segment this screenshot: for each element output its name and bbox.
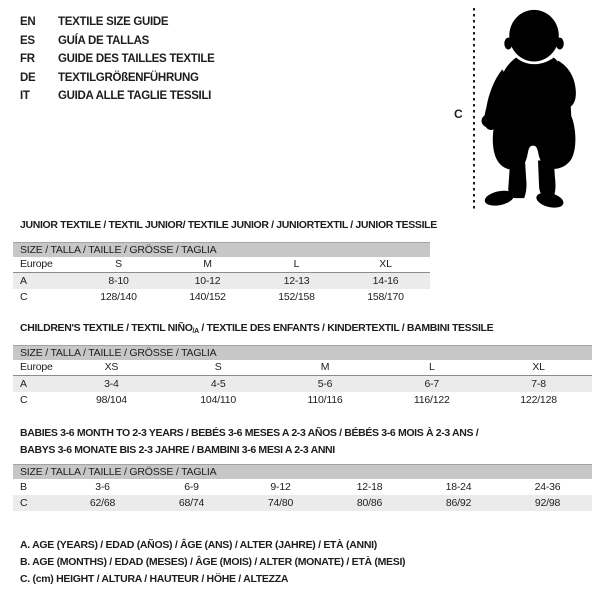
baby-silhouette-image [478, 2, 598, 215]
height-measure-label: C [454, 107, 463, 121]
table-cell: S [115, 258, 122, 270]
row-label: Europe [20, 361, 53, 373]
children-title-prefix: CHILDREN'S TEXTILE / TEXTIL NIÑO [20, 322, 193, 334]
size-header-bar: SIZE / TALLA / TAILLE / GRÖSSE / TAGLIA [13, 345, 592, 360]
table-cell: 3-4 [104, 378, 119, 390]
table-cell: 128/140 [100, 291, 137, 303]
table-cell: 24-36 [534, 481, 561, 493]
table-row-months [13, 479, 592, 495]
row-label: A [20, 378, 27, 390]
row-label: A [20, 275, 27, 287]
table-row-europe [13, 257, 430, 273]
table-cell: XL [532, 361, 545, 373]
table-row-height [13, 289, 430, 305]
babies-table-title [20, 425, 478, 459]
size-header-bar: SIZE / TALLA / TAILLE / GRÖSSE / TAGLIA [13, 242, 430, 257]
table-cell: 3-6 [95, 481, 110, 493]
table-cell: 10-12 [194, 275, 221, 287]
table-row-age [13, 376, 592, 392]
language-code: FR [20, 53, 35, 66]
table-cell: 86/92 [445, 497, 472, 509]
table-cell: XL [379, 258, 392, 270]
table-row-height [13, 392, 592, 408]
table-cell: 68/74 [178, 497, 205, 509]
dotted-measure-line [473, 8, 475, 210]
junior-table-title: JUNIOR TEXTILE / TEXTIL JUNIOR/ TEXTILE JUNIOR / JUNIORTEXTIL / JUNIOR TESSILE [20, 219, 437, 231]
children-title-suffix: / TEXTILE DES ENFANTS / KINDERTEXTIL / BAMBINI TESSILE [198, 322, 494, 334]
language-code: DE [20, 71, 36, 84]
babies-title-line1: BABIES 3-6 MONTH TO 2-3 YEARS / BEBÉS 3-6 MESES A 2-3 AÑOS / BÉBÉS 3-6 MOIS À 2-3 ANS / [20, 427, 479, 439]
children-table-title [20, 320, 493, 340]
table-cell: 12-13 [283, 275, 310, 287]
table-cell: 74/80 [267, 497, 294, 509]
table-cell: 158/170 [367, 291, 404, 303]
table-cell: 122/128 [520, 394, 557, 406]
children-size-table [13, 345, 592, 408]
row-label: Europe [20, 258, 53, 270]
table-cell: XS [104, 361, 119, 373]
table-cell: 6-7 [424, 378, 440, 390]
height-measure-figure [440, 0, 600, 215]
table-cell: M [320, 361, 330, 373]
babies-size-table [13, 464, 592, 511]
language-code: ES [20, 34, 35, 47]
table-cell: L [293, 258, 300, 270]
table-cell: 14-16 [372, 275, 399, 287]
language-list [20, 13, 215, 106]
table-row-europe [13, 360, 592, 376]
language-title: GUÍA DE TALLAS [58, 34, 149, 47]
language-title: GUIDA ALLE TAGLIE TESSILI [58, 90, 212, 103]
table-cell: 9-12 [270, 481, 291, 493]
table-cell: 5-6 [317, 378, 333, 390]
table-cell: 98/104 [95, 394, 127, 406]
table-cell: 4-5 [210, 378, 226, 390]
language-code: IT [20, 90, 30, 103]
size-header-bar: SIZE / TALLA / TAILLE / GRÖSSE / TAGLIA [13, 464, 592, 479]
table-cell: L [428, 361, 435, 373]
table-cell: 110/116 [307, 394, 343, 406]
measure-legend [20, 537, 405, 589]
legend-line-c: C. (cm) HEIGHT / ALTURA / HAUTEUR / HÖHE / ALTEZZA [20, 573, 289, 586]
language-row-es [20, 32, 215, 51]
table-row-height [13, 495, 592, 511]
table-cell: 140/152 [189, 291, 226, 303]
table-cell: 116/122 [413, 394, 450, 406]
row-label: C [20, 291, 28, 303]
table-cell: 92/98 [534, 497, 561, 509]
language-title: GUIDE DES TAILLES TEXTILE [58, 53, 215, 66]
language-row-fr [20, 50, 215, 69]
legend-line-a: A. AGE (YEARS) / EDAD (AÑOS) / ÂGE (ANS) / ALTER (JAHRE) / ETÀ (ANNI) [20, 539, 377, 551]
table-cell: 18-24 [445, 481, 472, 493]
language-title: TEXTILE SIZE GUIDE [58, 16, 169, 28]
row-label: C [20, 497, 28, 509]
table-cell: 152/158 [278, 291, 315, 303]
row-label: C [20, 394, 28, 406]
table-cell: 8-10 [108, 275, 129, 287]
language-row-it [20, 87, 215, 106]
junior-size-table [13, 242, 430, 305]
row-label: B [20, 481, 27, 493]
table-cell: S [214, 361, 222, 373]
children-title-subscript: /A [192, 328, 199, 335]
table-cell: 80/86 [356, 497, 383, 509]
babies-title-line2: BABYS 3-6 MONATE BIS 2-3 JAHRE / BAMBINI 3-6 MESI A 2-3 ANNI [20, 444, 335, 456]
table-cell: 104/110 [200, 394, 237, 406]
language-row-de [20, 69, 215, 88]
language-row-en [20, 13, 215, 32]
language-title: TEXTILGRÖßENFÜHRUNG [58, 71, 199, 84]
table-cell: M [203, 258, 212, 270]
table-cell: 62/68 [89, 497, 116, 509]
table-cell: 12-18 [356, 481, 383, 493]
table-cell: 7-8 [531, 378, 546, 390]
table-row-age [13, 273, 430, 289]
language-code: EN [20, 16, 36, 28]
table-cell: 6-9 [184, 481, 199, 493]
legend-line-b: B. AGE (MONTHS) / EDAD (MESES) / ÂGE (MOIS) / ALTER (MONATE) / ETÀ (MESI) [20, 556, 406, 569]
